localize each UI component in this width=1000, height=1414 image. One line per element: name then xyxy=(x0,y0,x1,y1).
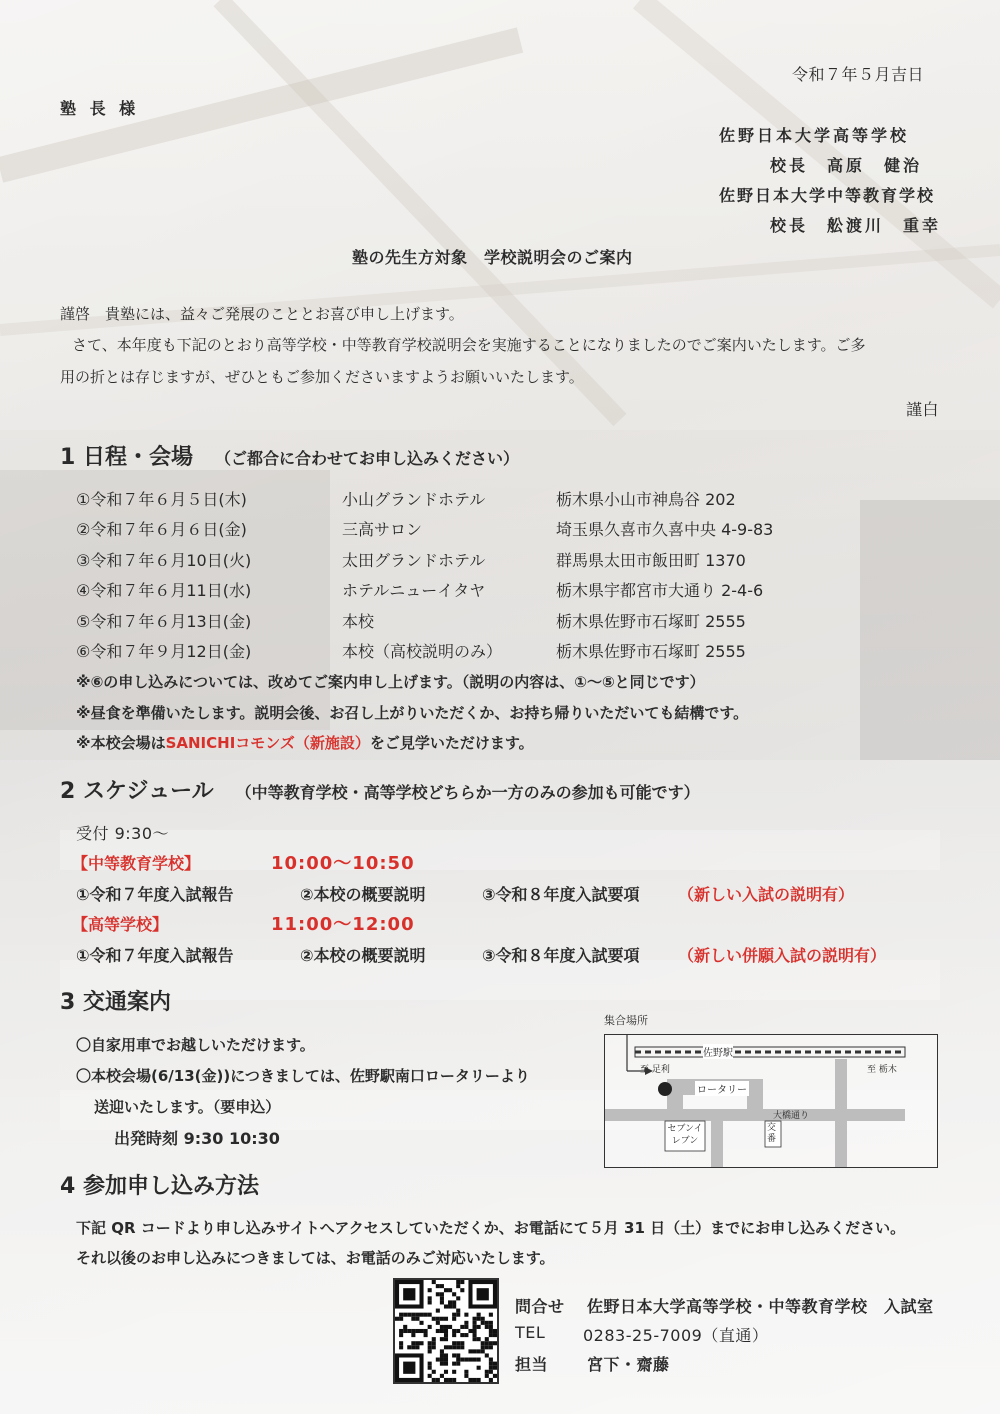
map-to-ashikaga: 至 足利 xyxy=(640,1065,670,1075)
agenda-item: ②本校の概要説明 xyxy=(300,946,426,965)
recipient: 塾 長 様 xyxy=(60,99,140,118)
departure-times: 出発時刻 9:30 10:30 xyxy=(114,1129,280,1148)
access-shuttle-note: 送迎いたします。（要申込） xyxy=(94,1098,281,1116)
schedule-venue: ホテルニューイタヤ xyxy=(342,581,486,600)
apply-instructions: 下記 QR コードより申し込みサイトへアクセスしていただくか、お電話にて５月 31 日（土）までにお申し込みください。 xyxy=(76,1219,906,1237)
schedule-date: ④令和７年６月11日(水) xyxy=(76,581,252,600)
contact-office: 佐野日本大学高等学校・中等教育学校 入試室 xyxy=(587,1297,934,1316)
agenda-extra: （新しい入試の説明有） xyxy=(678,885,855,904)
issue-date: 令和７年５月吉日 xyxy=(792,65,925,84)
note-facility xyxy=(76,732,534,753)
agenda-item: ②本校の概要説明 xyxy=(300,885,426,904)
schedule-date: ③令和７年６月10日(火) xyxy=(76,551,252,570)
schedule-date: ⑤令和７年６月13日(金) xyxy=(76,612,252,631)
tel-number: 0283-25-7009（直通） xyxy=(583,1326,769,1345)
schedule-venue: 太田グランドホテル xyxy=(342,551,486,570)
sender-principal-high: 校長 高原 健治 xyxy=(770,156,923,175)
section1-note: （ご都合に合わせてお申し込みください） xyxy=(214,449,519,468)
map-street: 大橋通り xyxy=(773,1111,810,1121)
schedule-address: 栃木県佐野市石塚町 2555 xyxy=(556,612,746,631)
access-car: 〇自家用車でお越しいただけます。 xyxy=(76,1036,315,1054)
note-facility-pre: ※本校会場は xyxy=(76,734,166,752)
chuto-label: 【中等教育学校】 xyxy=(72,854,201,873)
sender-principal-secondary: 校長 舩渡川 重幸 xyxy=(770,216,942,235)
agenda-item: ③令和８年度入試要項 xyxy=(482,946,640,965)
note-facility-post: をご見学いただけます。 xyxy=(369,734,534,752)
section2-heading xyxy=(60,774,700,805)
note-lunch: ※昼食を準備いたします。説明会後、お召し上がりいただくか、お持ち帰りいただいても結構です。 xyxy=(76,704,749,722)
schedule-address: 埼玉県久喜市久喜中央 4-9-83 xyxy=(556,520,774,539)
schedule-venue: 本校（高校説明のみ） xyxy=(342,642,503,661)
schedule-address: 栃木県小山市神鳥谷 202 xyxy=(556,490,736,509)
schedule-venue: 小山グランドホテル xyxy=(342,490,486,509)
schedule-venue: 本校 xyxy=(342,612,375,631)
agenda-item: ③令和８年度入試要項 xyxy=(482,885,640,904)
access-map xyxy=(604,1034,938,1168)
schedule-date: ②令和７年６月６日(金) xyxy=(76,520,247,539)
qr-code[interactable] xyxy=(393,1278,499,1384)
section1-title: 1 日程・会場 xyxy=(60,445,193,470)
section1-heading xyxy=(60,440,519,471)
schedule-address: 群馬県太田市飯田町 1370 xyxy=(556,551,746,570)
section2-note: （中等教育学校・高等学校どちらか一方のみの参加も可能です） xyxy=(235,783,700,802)
schedule-venue: 三高サロン xyxy=(342,520,423,539)
agenda-item: ①令和７年度入試報告 xyxy=(76,946,234,965)
map-koban: 交番 xyxy=(767,1123,777,1144)
section3-heading: 3 交通案内 xyxy=(60,990,171,1015)
section2-title: 2 スケジュール xyxy=(60,779,214,804)
schedule-date: ⑥令和７年９月12日(金) xyxy=(76,642,252,661)
map-station: 佐野駅 xyxy=(703,1044,733,1059)
access-shuttle: 〇本校会場(6/13(金))につきましては、佐野駅南口ロータリーより xyxy=(76,1067,530,1085)
tel-label: TEL xyxy=(515,1323,546,1342)
map-to-tochigi: 至 栃木 xyxy=(867,1065,897,1075)
staff-label: 担当 xyxy=(515,1355,549,1374)
document-title: 塾の先生方対象 学校説明会のご案内 xyxy=(352,248,633,267)
closing: 謹白 xyxy=(906,400,940,419)
schedule-address: 栃木県佐野市石塚町 2555 xyxy=(556,642,746,661)
note-facility-highlight: SANICHIコモンズ（新施設） xyxy=(165,734,370,752)
note-6th: ※⑥の申し込みについては、改めてご案内申し上げます。（説明の内容は、①～⑤と同じです） xyxy=(76,673,705,691)
map-rotary: ロータリー xyxy=(695,1081,749,1096)
agenda-item: ①令和７年度入試報告 xyxy=(76,885,234,904)
body-line: 用の折とは存じますが、ぜひともご参加くださいますようお願いいたします。 xyxy=(60,368,584,386)
chuto-time: 10:00～10:50 xyxy=(271,853,415,874)
koko-label: 【高等学校】 xyxy=(72,915,169,934)
staff-names: 宮下・齋藤 xyxy=(587,1355,670,1374)
contact-label: 問合せ xyxy=(515,1297,565,1316)
koko-time: 11:00～12:00 xyxy=(271,914,415,935)
greeting-line: 謹啓 貴塾には、益々ご発展のこととお喜び申し上げます。 xyxy=(60,305,464,323)
sender-school-high: 佐野日本大学高等学校 xyxy=(719,126,910,145)
qr-code-graphic xyxy=(395,1280,497,1382)
apply-phone-only: それ以後のお申し込みにつきましては、お電話のみご対応いたします。 xyxy=(76,1249,555,1267)
body-line: さて、本年度も下記のとおり高等学校・中等教育学校説明会を実施することになりましたのでご案内いたします。ご多 xyxy=(72,336,866,354)
schedule-date: ①令和７年６月５日(木) xyxy=(76,490,247,509)
agenda-extra: （新しい併願入試の説明有） xyxy=(678,946,887,965)
section4-heading: 4 参加申し込み方法 xyxy=(60,1174,259,1199)
reception-time: 受付 9:30～ xyxy=(76,824,170,843)
sender-school-secondary: 佐野日本大学中等教育学校 xyxy=(719,186,936,205)
map-seven-eleven: セブンイレブン xyxy=(667,1124,703,1146)
schedule-address: 栃木県宇都宮市大通り 2-4-6 xyxy=(556,581,764,600)
map-meeting-label: 集合場所 xyxy=(604,1014,648,1027)
